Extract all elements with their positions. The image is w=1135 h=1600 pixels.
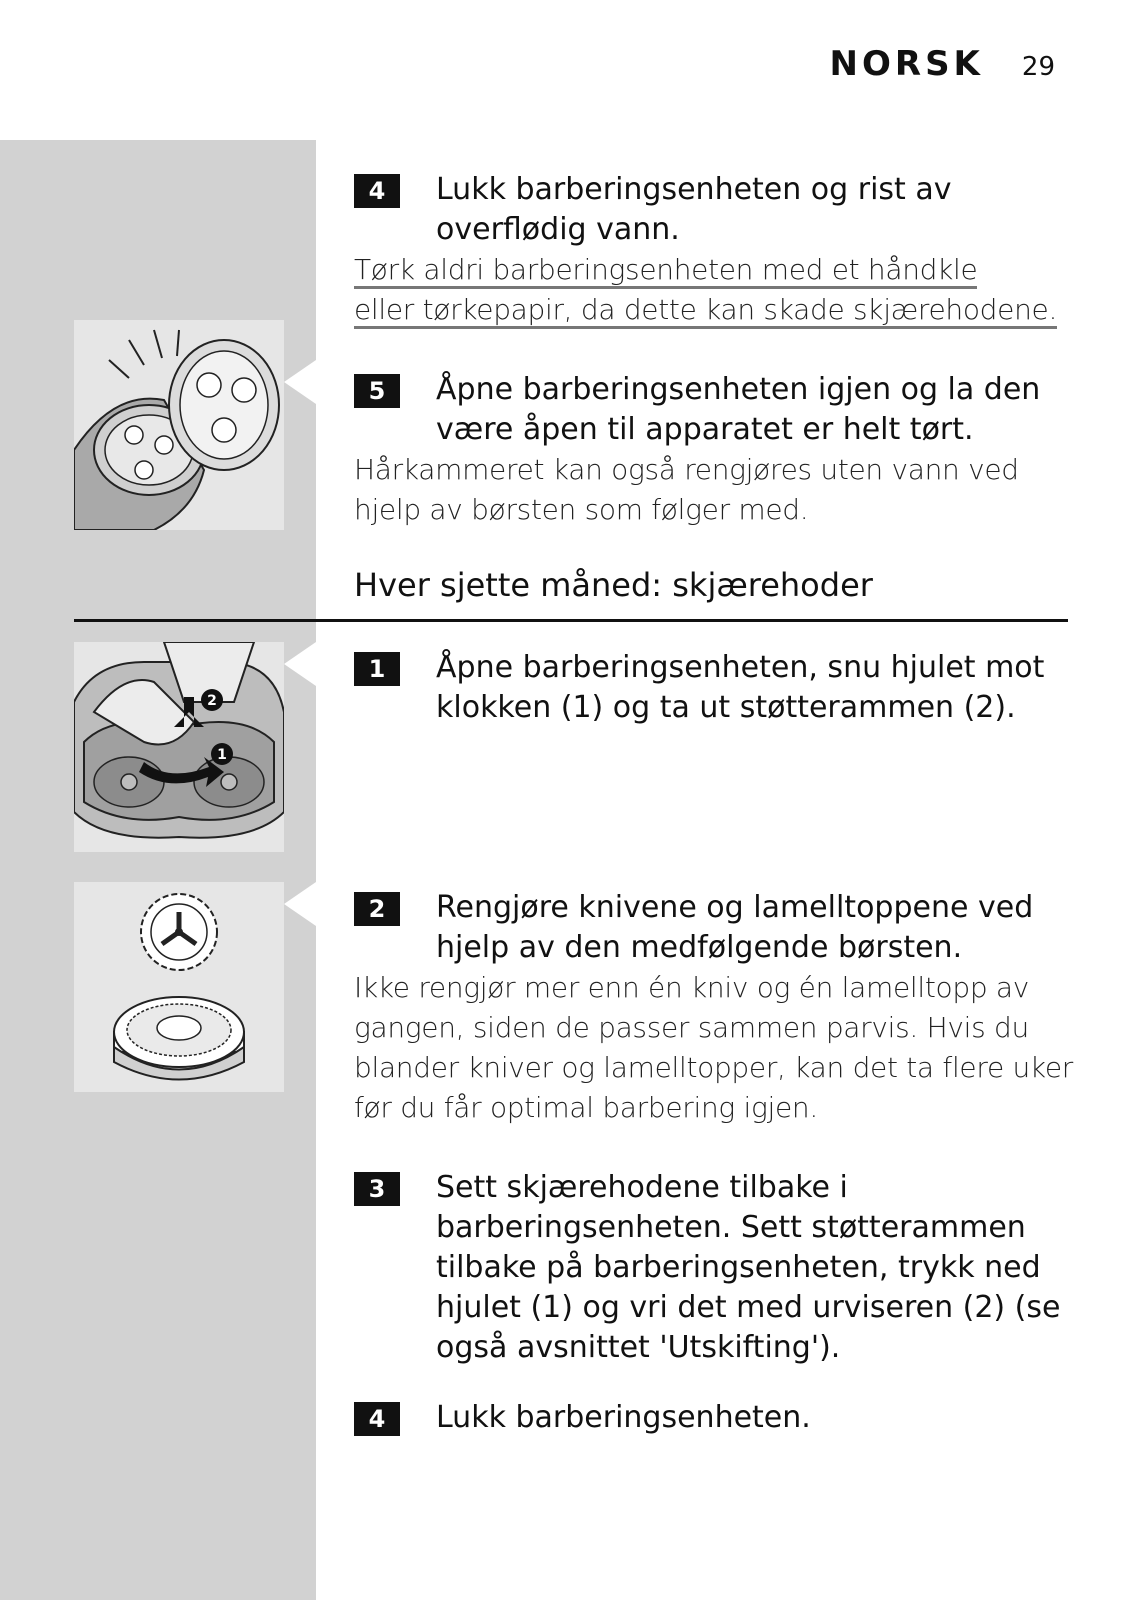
step-5-top [354,370,1074,530]
step-title: Rengjøre knivene og lamelltoppene ved hjelp av den medfølgende børsten. [436,890,1034,965]
figure-remove-frame [74,642,284,852]
figure-cutter-guard [74,882,284,1092]
step-title: Lukk barberingsenheten. [436,1400,811,1435]
warning-line-1: Tørk aldri barberingsenheten med et håndkle [354,253,977,289]
step-4-top [354,170,1074,330]
step-title: Lukk barberingsenheten og rist av overflødig vann. [436,172,952,247]
fig-label-1: 1 [217,747,227,763]
step-2 [354,888,1074,1128]
fig-label-2: 2 [207,693,217,709]
step-note: Hårkammeret kan også rengjøres uten vann ved hjelp av børsten som følger med. [354,453,1019,526]
step-title: Åpne barberingsenheten igjen og la den være åpen til apparatet er helt tørt. [436,372,1041,447]
warning-line-2: eller tørkepapir, da dette kan skade skjærehodene. [354,293,1057,329]
figure-pointer [284,882,316,926]
figure-pointer [284,360,316,404]
page-number: 29 [1021,52,1055,82]
step-number-badge: 3 [354,1172,400,1206]
warning-note [354,250,1074,330]
remove-frame-icon [74,642,284,852]
page-header [830,44,1055,84]
cutter-and-guard-icon [74,882,284,1092]
figure-open-shaver [74,320,284,530]
step-1 [354,648,1074,728]
step-4 [354,1398,1074,1438]
step-note: Ikke rengjør mer enn én kniv og én lamelltopp av gangen, siden de passer sammen parvis. Hvis du blander kniver og lamelltopper, kan det ta flere uker før du får optimal barbering igjen. [354,971,1073,1124]
section-heading: Hver sjette måned: skjærehoder [354,566,873,604]
step-number-badge: 5 [354,374,400,408]
step-title: Sett skjærehodene tilbake i barberingsenheten. Sett støtterammen tilbake på barberingsenheten, trykk ned hjulet (1) og vri det med urviseren (2) (se også avsnittet 'Utskifting'). [436,1170,1061,1365]
language-label: NORSK [829,44,984,84]
open-shaver-drying-icon [74,320,284,530]
figure-pointer [284,642,316,686]
step-number-badge: 4 [354,174,400,208]
step-number-badge: 1 [354,652,400,686]
section-divider [74,619,1068,622]
step-3 [354,1168,1074,1368]
step-number-badge: 2 [354,892,400,926]
step-title: Åpne barberingsenheten, snu hjulet mot klokken (1) og ta ut støtterammen (2). [436,650,1045,725]
step-number-badge: 4 [354,1402,400,1436]
